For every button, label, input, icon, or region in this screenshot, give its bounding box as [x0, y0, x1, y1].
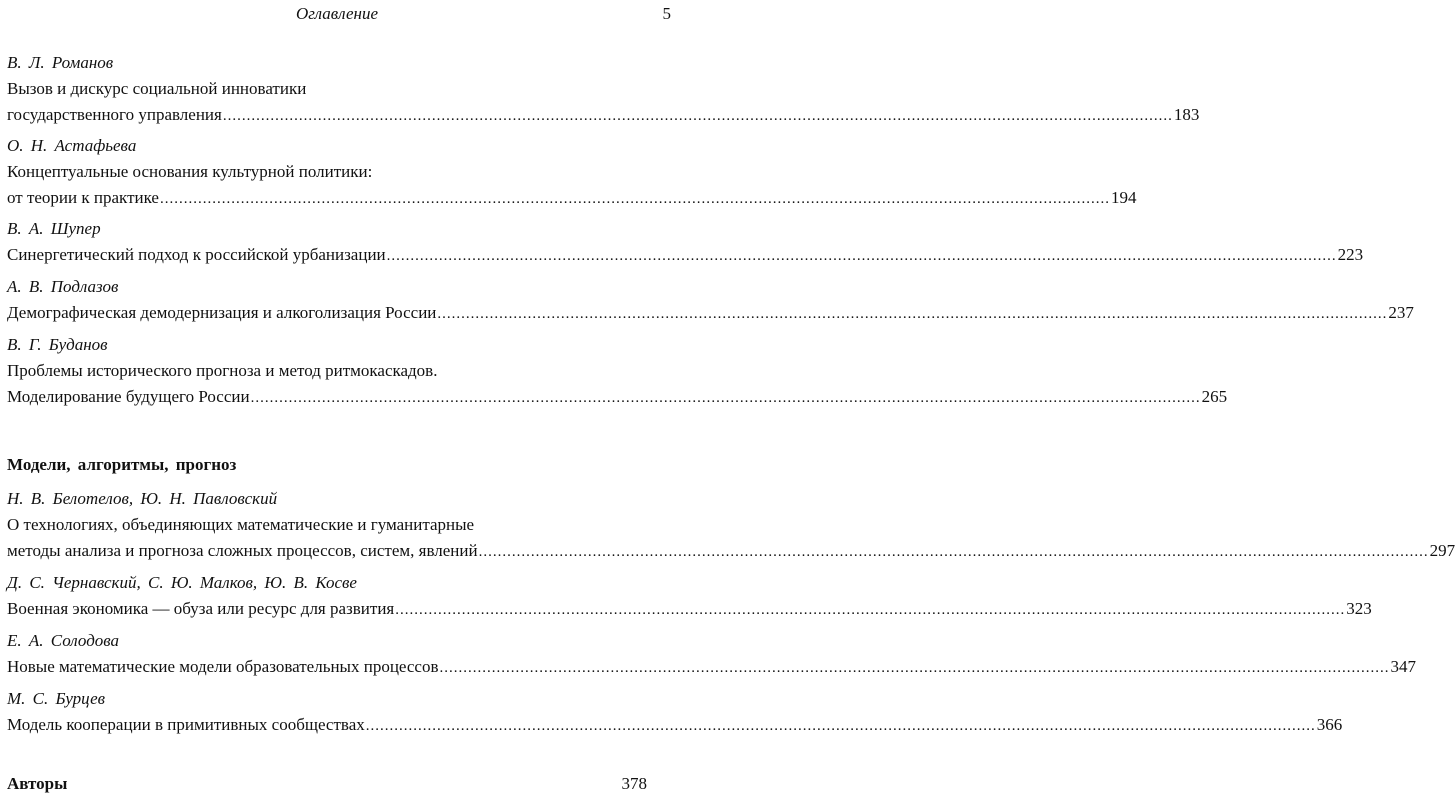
entry-title-last-line[interactable] — [7, 596, 1372, 622]
entry-title-text: Модель кооперации в примитивных сообществах — [7, 715, 365, 734]
entry-page-number: 323 — [1346, 599, 1372, 618]
entry-title-last-line[interactable] — [7, 242, 1364, 268]
entry-title-text: от теории к практике — [7, 188, 159, 207]
authors-page-number: 378 — [621, 774, 647, 793]
entry-title-last-line[interactable] — [7, 538, 1455, 564]
entry-title-text: Новые математические модели образовательных процессов — [7, 657, 439, 676]
entry-author: Е. А. Солодова — [7, 631, 120, 650]
entry-title-line: О технологиях, объединяющих математические и гуманитарные — [7, 515, 475, 534]
dot-leader: ........................................................................................................................................................................................................ — [159, 191, 1110, 207]
entry-author: В. А. Шупер — [7, 219, 101, 238]
entry-page-number: 223 — [1337, 245, 1364, 264]
entry-title-last-line[interactable] — [7, 712, 1343, 738]
running-title: Оглавление — [295, 4, 379, 23]
entry-author: Д. С. Чернавский, С. Ю. Малков, Ю. В. Косве — [7, 573, 357, 592]
entry-title-text: Демографическая демодернизация и алкоголизация России — [7, 303, 437, 322]
running-head — [0, 3, 674, 25]
dot-leader: ........................................................................................................................................................................................................ — [439, 660, 1390, 676]
authors-entry[interactable] — [7, 771, 671, 797]
dot-leader: ........................................................................................................................................................................................................ — [250, 390, 1201, 406]
entry-author: А. В. Подлазов — [7, 277, 119, 296]
dot-leader: ........................................................................................................................................................................................................ — [222, 108, 1173, 124]
entry-page-number: 366 — [1316, 715, 1343, 734]
toc-entry — [7, 332, 1228, 410]
entry-title-last-line[interactable] — [7, 654, 1417, 680]
entry-title-last-line[interactable] — [7, 300, 1414, 326]
page-number: 5 — [662, 4, 671, 23]
dot-leader: ........................................................................................................................................................................................................ — [395, 602, 1346, 618]
entry-page-number: 297 — [1429, 541, 1455, 560]
toc-entry — [7, 274, 1414, 326]
section-heading: Модели, алгоритмы, прогноз — [7, 455, 237, 474]
entry-title-line: Вызов и дискурс социальной инноватики — [7, 79, 307, 98]
dot-leader: ........................................................................................................................................................................................................ — [386, 248, 1337, 264]
entry-title-text: методы анализа и прогноза сложных процессов, систем, явлений — [7, 541, 478, 560]
toc-entry — [7, 628, 1417, 680]
toc-entry — [7, 216, 1364, 268]
entry-author: В. Л. Романов — [7, 53, 114, 72]
entry-title-text: Военная экономика — обуза или ресурс для развития — [7, 599, 395, 618]
authors-label: Авторы — [7, 774, 68, 793]
entry-author: Н. В. Белотелов, Ю. Н. Павловский — [7, 489, 278, 508]
toc-entry — [7, 686, 1343, 738]
entry-page-number: 183 — [1173, 105, 1200, 124]
toc-entry — [7, 133, 1137, 211]
entry-author: М. С. Бурцев — [7, 689, 105, 708]
toc-entry — [7, 50, 1200, 128]
dot-leader: ........................................................................................................................................................................................................ — [365, 718, 1316, 734]
entry-page-number: 265 — [1201, 387, 1228, 406]
entry-author: В. Г. Буданов — [7, 335, 108, 354]
entry-page-number: 347 — [1390, 657, 1417, 676]
toc-entry — [7, 570, 1372, 622]
entry-title-last-line[interactable] — [7, 185, 1137, 211]
toc-entry — [7, 486, 1455, 564]
dot-leader: ........................................................................................................................................................................................................ — [437, 306, 1388, 322]
entry-title-last-line[interactable] — [7, 102, 1200, 128]
entry-title-line: Проблемы исторического прогноза и метод ритмокаскадов. — [7, 361, 438, 380]
entry-title-text: Синергетический подход к российской урбанизации — [7, 245, 386, 264]
entry-title-line: Концептуальные основания культурной политики: — [7, 162, 373, 181]
entry-title-text: Моделирование будущего России — [7, 387, 250, 406]
entry-title-text: государственного управления — [7, 105, 222, 124]
dot-leader: ........................................................................................................................................................................................................ — [478, 544, 1429, 560]
entry-page-number: 237 — [1388, 303, 1414, 322]
entry-title-last-line[interactable] — [7, 384, 1228, 410]
entry-author: О. Н. Астафьева — [7, 136, 137, 155]
entry-page-number: 194 — [1110, 188, 1137, 207]
